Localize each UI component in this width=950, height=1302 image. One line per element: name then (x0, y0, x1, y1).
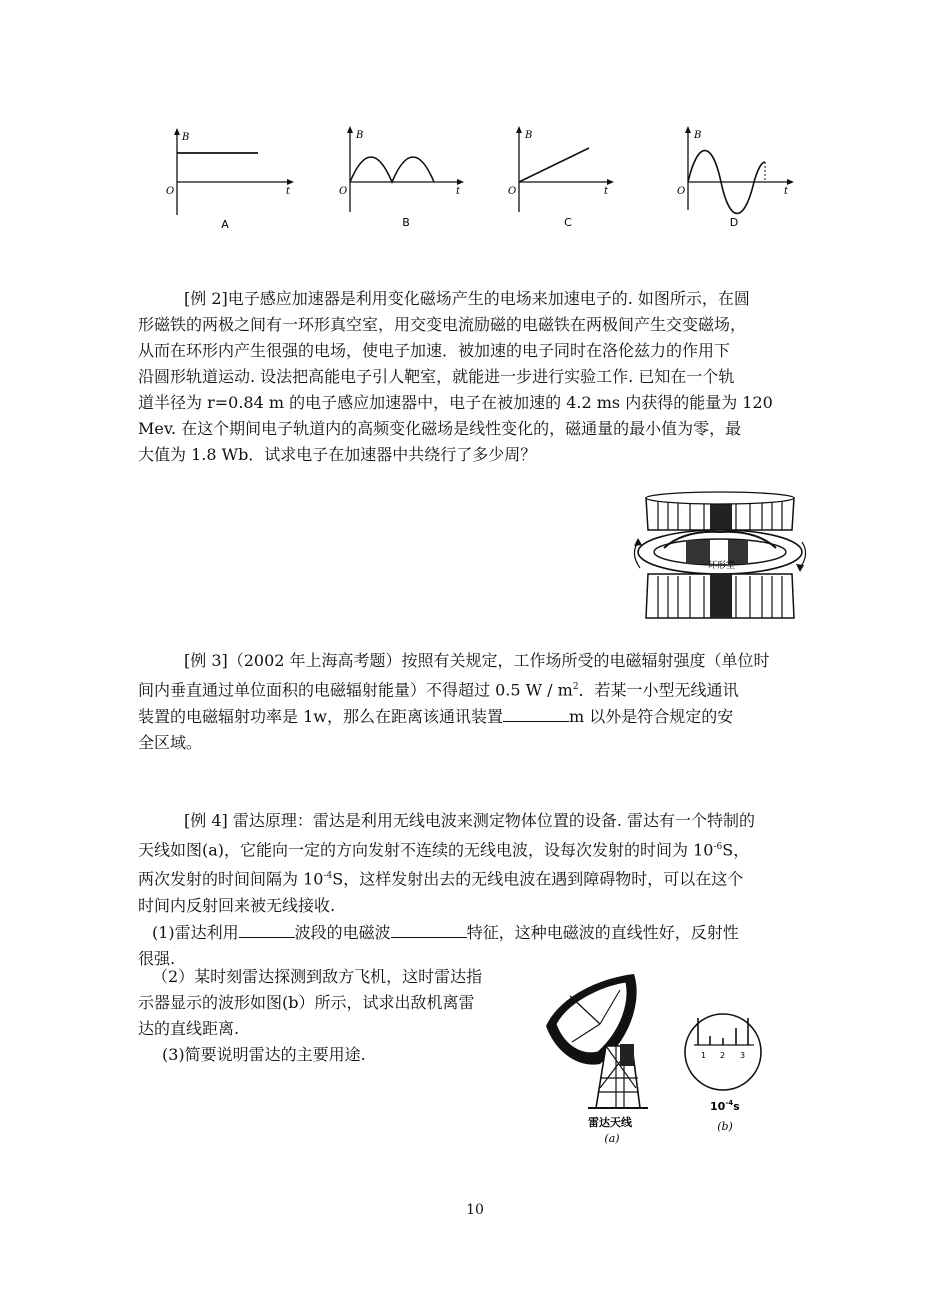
figure-label-a: (a) (604, 1132, 620, 1145)
example3-paragraph (138, 648, 818, 756)
example4-line-3-rest: S，这样发射出去的无线电波在遇到障碍物时，可以在这个 (332, 869, 744, 889)
example2-line-6: Mev. 在这个期间电子轨道内的高频变化磁场是线性变化的，磁通量的最小值为零，最 (138, 419, 742, 438)
answer-blank-feature[interactable] (391, 919, 467, 938)
time-unit-base: 10 (710, 1100, 726, 1113)
example3-line-2 (138, 674, 818, 703)
graph-a-axis-t: t (286, 186, 291, 197)
question-2-line-2: 示器显示的波形如图(b）所示，试求出敌机离雷 (138, 993, 475, 1012)
graph-a-label: A (221, 218, 229, 231)
example4-line-2-text: 天线如图(a)，它能向一定的方向发射不连续的无线电波，设每次发射的时间为 10 (138, 840, 714, 860)
question-2-line-1: （2）某时刻雷达探测到敌方飞机，这时雷达指 (152, 967, 483, 986)
scale-tick-3: 3 (740, 1051, 746, 1060)
example3-unit-exponent: 2 (572, 682, 579, 692)
graph-a (166, 128, 294, 231)
radar-indicator-screen (685, 1014, 761, 1090)
betatron-figure (624, 490, 814, 625)
graph-c (508, 126, 614, 229)
graph-b-axis-b: B (356, 130, 364, 141)
example2-line-5: 道半径为 r=0.84 m 的电子感应加速器中，电子在被加速的 4.2 ms 内获得的能量为 120 (138, 393, 773, 412)
example4-questions-2-3 (138, 964, 528, 1068)
page-number: 10 (466, 1202, 484, 1218)
graph-c-axis-b: B (525, 130, 533, 141)
time-unit-label (710, 1099, 740, 1113)
ring-label: 环形室 (708, 561, 736, 571)
bt-graphs-figure (150, 120, 810, 245)
figure-label-b: (b) (717, 1120, 733, 1133)
graph-c-label: C (564, 216, 572, 229)
radar-antenna-drawing (546, 974, 648, 1108)
example3-line-4: 全区域。 (138, 733, 203, 753)
antenna-caption: 雷达天线 (588, 1116, 632, 1129)
graph-c-origin: O (508, 186, 517, 197)
graph-b (339, 126, 464, 229)
graph-a-axis-b: B (182, 132, 190, 143)
graph-d-label: D (729, 216, 739, 229)
example4-exponent-1: -6 (713, 842, 723, 852)
scale-tick-1: 1 (701, 1051, 707, 1060)
example3-line-2-rest: ．若某一小型无线通讯 (578, 680, 739, 700)
example4-paragraph (138, 808, 818, 972)
graph-a-origin: O (166, 186, 175, 197)
q1-text-c: 特征，这种电磁波的直线性好，反射性 (466, 922, 739, 942)
example4-question-1 (138, 919, 818, 946)
example2-paragraph (138, 286, 818, 468)
example4-line-2-rest: S， (722, 840, 750, 860)
scale-tick-2: 2 (720, 1051, 726, 1060)
example4-line-1: [例 4] 雷达原理：雷达是利用无线电波来测定物体位置的设备. 雷达有一个特制的 (184, 811, 756, 830)
graph-d-axis-t: t (784, 186, 789, 197)
example2-line-7: 大值为 1.8 Wb．试求电子在加速器中共绕行了多少周？ (138, 445, 537, 464)
q1-text-b: 波段的电磁波 (294, 922, 391, 942)
answer-blank-band[interactable] (239, 919, 295, 938)
graph-d-axis-b: B (694, 130, 702, 141)
example3-line-3 (138, 703, 818, 730)
graph-d (677, 126, 794, 229)
example3-line-2-text: 间内垂直通过单位面积的电磁辐射能量）不得超过 0.5 W / m (138, 680, 573, 700)
example3-line-1: [例 3]（2002 年上海高考题）按照有关规定，工作场所受的电磁辐射强度（单位时 (184, 651, 770, 670)
answer-blank-distance[interactable] (503, 703, 569, 722)
graph-c-axis-t: t (604, 186, 609, 197)
example4-line-3 (138, 863, 818, 892)
example4-line-3-text: 两次发射的时间间隔为 10 (138, 869, 324, 889)
time-unit-exponent: -4 (725, 1099, 734, 1107)
example4-line-2 (138, 834, 818, 863)
time-unit-s: s (733, 1100, 740, 1113)
example4-question-1-cont: 很强. (138, 948, 176, 968)
example2-line-1: [例 2]电子感应加速器是利用变化磁场产生的电场来加速电子的. 如图所示，在圆 (184, 289, 750, 308)
example2-line-4: 沿圆形轨道运动. 设法把高能电子引人靶室，就能进一步进行实验工作. 已知在一个轨 (138, 367, 735, 386)
graph-d-origin: O (677, 186, 686, 197)
example3-line-3-rest: m 以外是符合规定的安 (568, 707, 734, 727)
graph-b-label: B (402, 216, 410, 229)
example2-line-2: 形磁铁的两极之间有一环形真空室，用交变电流励磁的电磁铁在两极间产生交变磁场， (138, 315, 747, 334)
graph-b-origin: O (339, 186, 348, 197)
radar-figure (540, 968, 780, 1148)
question-3: (3)简要说明雷达的主要用途. (162, 1045, 366, 1064)
example4-exponent-2: -4 (323, 871, 333, 882)
example3-line-3-text: 装置的电磁辐射功率是 1w，那么在距离该通讯装置 (138, 707, 503, 727)
q1-text-a: (1)雷达利用 (152, 922, 239, 942)
example2-line-3: 从而在环形内产生很强的电场，使电子加速．被加速的电子同时在洛伦兹力的作用下 (138, 341, 731, 360)
question-2-line-3: 达的直线距离. (138, 1019, 240, 1038)
example4-line-4: 时间内反射回来被无线接收. (138, 895, 336, 915)
graph-b-axis-t: t (456, 186, 461, 197)
